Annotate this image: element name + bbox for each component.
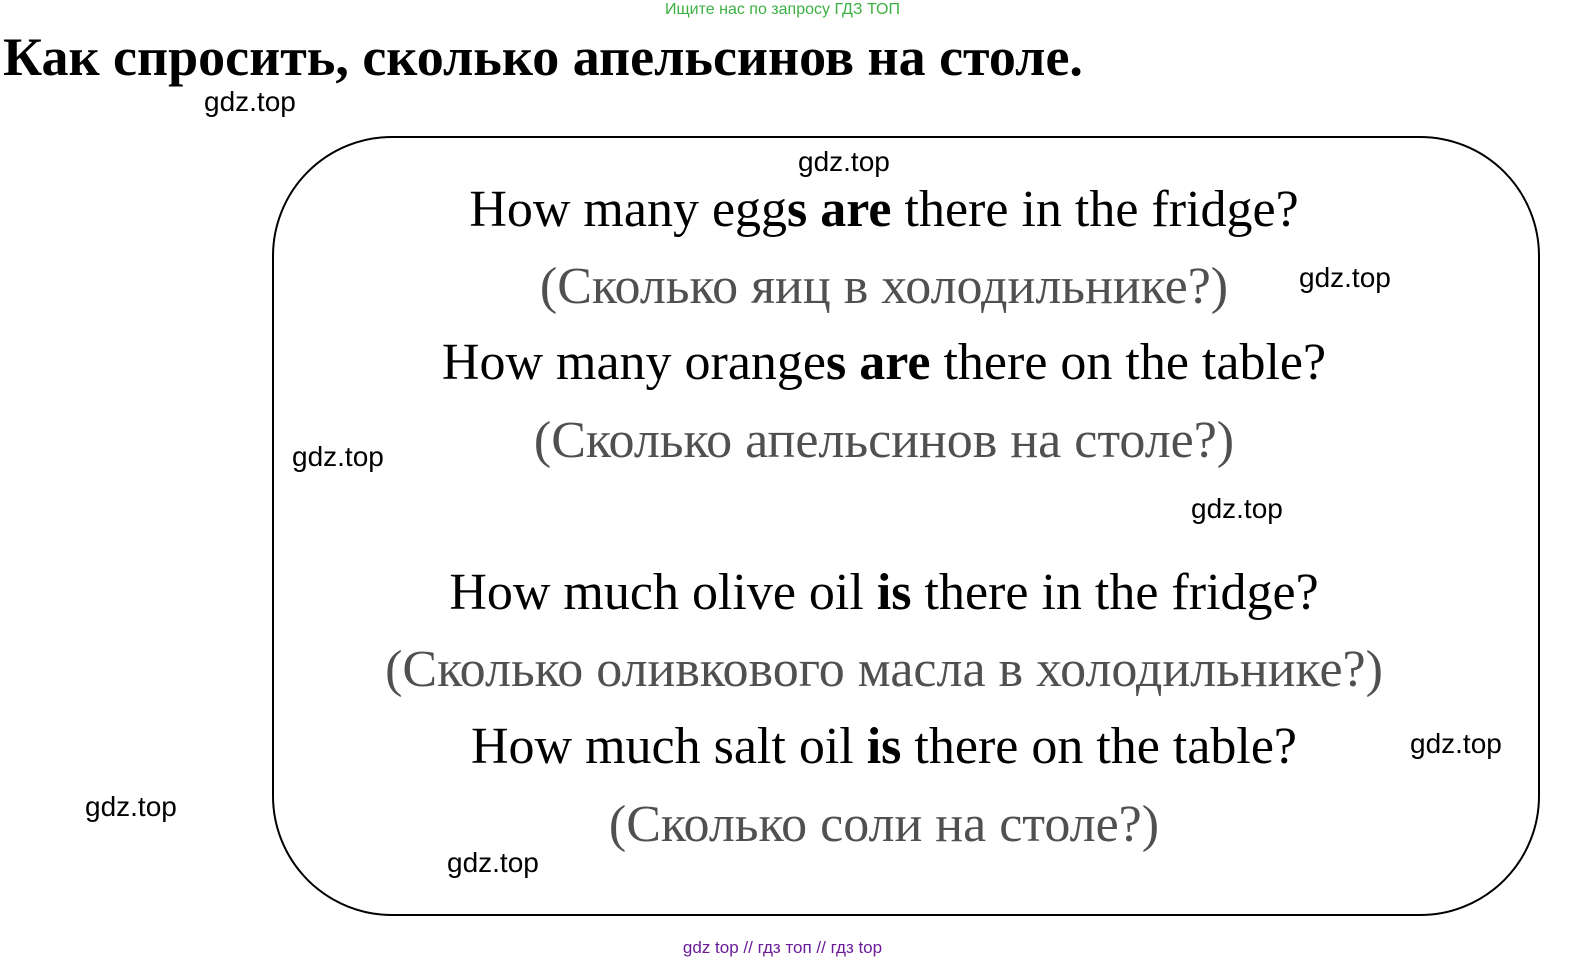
sentence-1-english [272,180,1496,240]
watermark-1: gdz.top [204,86,296,117]
sentence-2-english [272,333,1496,393]
sentence-2-english-emphasis: s are [826,334,931,391]
watermark-7: gdz.top [85,791,177,822]
sentence-4-english-start: How much salt oil [470,718,867,775]
watermark-5: gdz.top [1191,493,1283,524]
sentence-1-english-emphasis: s are [787,181,892,238]
watermark-4: gdz.top [292,441,384,472]
top-banner: Ищите нас по запросу ГДЗ ТОП [665,1,900,18]
sentence-4-english-emphasis: is [866,718,902,775]
sentence-3-english-end: there in the fridge? [911,564,1319,621]
sentence-1-english-start: How many egg [469,181,788,238]
sentence-2-english-end: there on the table? [930,334,1327,391]
sentence-4-english [272,717,1496,777]
sentence-3-russian: (Сколько оливкового масла в холодильнике?) [385,641,1383,698]
footer-watermark: gdz top // гдз топ // гдз top [682,938,883,957]
sentence-4-english-end: there on the table? [901,718,1298,775]
watermark-8: gdz.top [447,847,539,878]
sentence-2-russian: (Сколько апельсинов на столе?) [533,412,1235,469]
sentence-3-english [272,563,1496,623]
sentence-2-english-start: How many orange [441,334,827,391]
sentence-3-english-start: How much olive oil [449,564,877,621]
page-title: Как спросить, сколько апельсинов на столе. [3,27,1083,87]
sentence-1-russian: (Сколько яиц в холодильнике?) [539,258,1229,315]
watermark-6: gdz.top [1410,728,1502,759]
sentence-1-english-end: there in the fridge? [891,181,1299,238]
sentence-4-russian: (Сколько соли на столе?) [608,796,1160,853]
watermark-2: gdz.top [798,146,890,177]
watermark-3: gdz.top [1299,262,1391,293]
sentence-3-english-emphasis: is [876,564,912,621]
